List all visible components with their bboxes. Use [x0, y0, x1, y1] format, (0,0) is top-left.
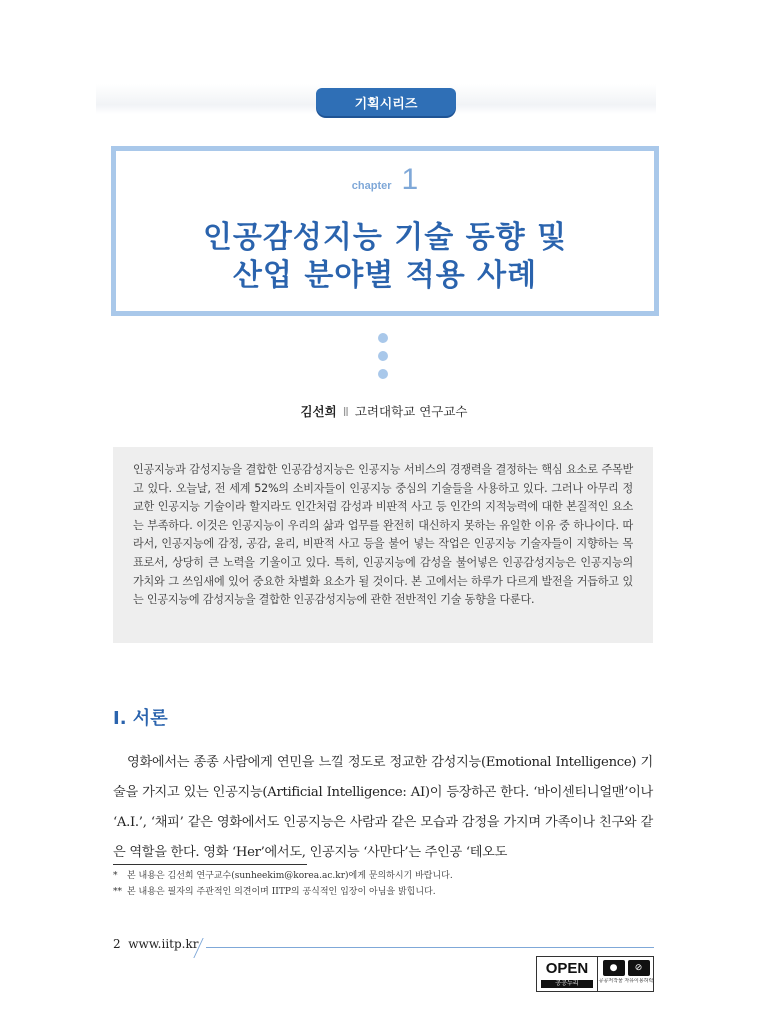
footnote-mark: * [113, 871, 118, 881]
section-heading: I. 서론 [113, 708, 168, 729]
chapter-label [116, 165, 654, 195]
dot-icon [378, 351, 388, 361]
open-license-badge [536, 956, 654, 992]
author-line [0, 402, 768, 420]
dot-icon [378, 333, 388, 343]
footnote-1 [113, 868, 673, 884]
author-name: 김선희 [300, 404, 337, 419]
author-separator: Ⅱ [342, 404, 349, 419]
footnote-2 [113, 884, 673, 900]
site-link[interactable]: www.iitp.kr [128, 937, 199, 951]
series-tab: 기획시리즈 [316, 88, 456, 116]
page-footer [113, 937, 199, 951]
title-line-1: 인공감성지능 기술 동향 및 [202, 220, 568, 255]
chapter-number: 1 [401, 163, 419, 196]
divider-dots [378, 333, 390, 387]
license-terms [598, 957, 654, 991]
chapter-word: chapter [351, 180, 392, 192]
footer-rule [206, 947, 654, 948]
abstract-box [113, 447, 653, 643]
footnote-mark: ** [113, 887, 122, 897]
noncommercial-icon: ⊘ [628, 960, 650, 976]
title-line-2: 산업 분야별 적용 사례 [232, 258, 538, 293]
open-sub: 공공누리 [541, 980, 593, 988]
page-number: 2 [113, 937, 121, 951]
footnote-rule [113, 864, 307, 865]
footnotes [113, 868, 673, 900]
open-logo [537, 957, 598, 991]
footnote-text: 본 내용은 필자의 주관적인 의견이며 IITP의 공식적인 입장이 아님을 밝힙니다. [127, 887, 436, 897]
footnote-text: 본 내용은 김선희 연구교수(sunheekim@korea.ac.kr)에게 문의하시기 바랍니다. [127, 871, 453, 881]
chapter-title-box [111, 146, 659, 316]
body-paragraph: 영화에서는 종종 사람에게 연민을 느낄 정도로 정교한 감성지능(Emotional Intelligence) 기술을 가지고 있는 인공지능(Artificial Intelligence: AI)이 등장하곤 한다. ‘바이센티니얼맨’이나 ‘A.I.’, ‘채피’ 같은 영화에서도 인공지능은 사람과 같은 모습과 감정을 가지며 가족이나 친구와 같은 역할을 한다. 영화 ‘Her’에서도, 인공지능 ‘사만다’는 주인공 ‘테오도 [113, 755, 653, 860]
license-caption: 공공저작물 자유이용허락 [598, 978, 654, 984]
abstract-text: 인공지능과 감성지능을 결합한 인공감성지능은 인공지능 서비스의 경쟁력을 결정하는 핵심 요소로 주목받고 있다. 오늘날, 전 세계 52%의 소비자들이 인공지능 중심의 기술들을 사용하고 있다. 그러나 아무리 정교한 인공지능 기술이라 할지라도 인간처럼 감성과 비판적 사고 등 인간의 지적능력에 대한 본질적인 요소는 부족하다. 이것은 인공지능이 우리의 삶과 업무를 완전히 대신하지 못하는 유일한 이유 중 하나이다. 따라서, 인공지능에 감정, 공감, 윤리, 비판적 사고 등을 불어 넣는 작업은 인공지능 기술자들이 지향하는 목표로서, 상당히 큰 노력을 기울이고 있다. 특히, 인공지능에 감성을 불어넣은 인공감성지능은 인공지능의 가치와 그 쓰임새에 있어 중요한 차별화 요소가 될 것이다. 본 고에서는 하루가 다르게 발전을 거듭하고 있는 인공지능에 감성지능을 결합한 인공감성지능에 관한 전반적인 기술 동향을 다룬다. [133, 463, 633, 607]
open-word: OPEN [545, 960, 589, 977]
article-title [116, 219, 654, 295]
author-affiliation: 고려대학교 연구교수 [354, 404, 468, 419]
attribution-icon: ● [603, 960, 625, 976]
dot-icon [378, 369, 388, 379]
